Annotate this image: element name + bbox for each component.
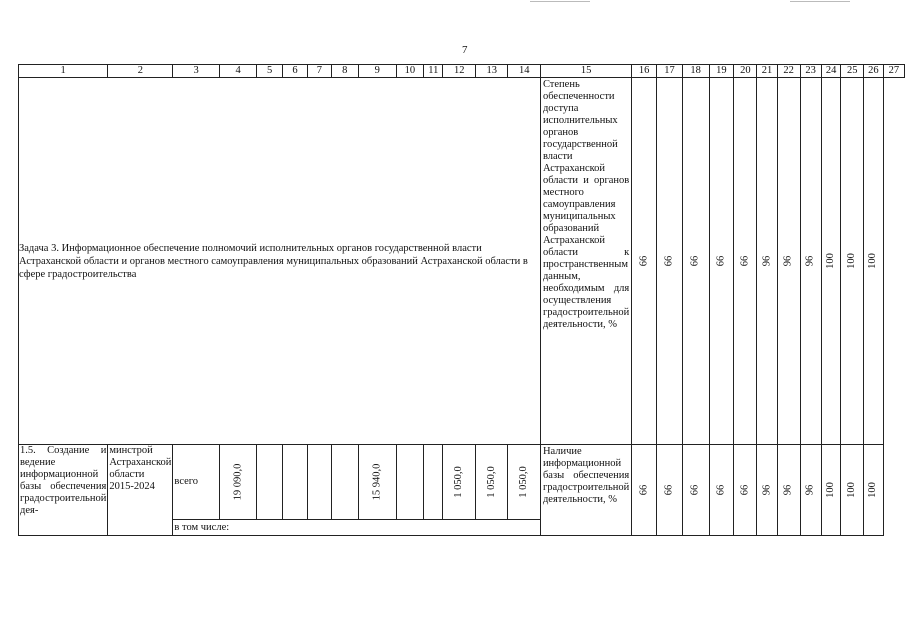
indicator-value-cell: [632, 445, 657, 536]
measure-indicator: Наличие информационной базы обеспечения градостроительной деятельности, %: [540, 445, 631, 536]
indicator-value-cell: [821, 445, 841, 536]
scan-artifact: [790, 1, 850, 2]
finance-cell: [282, 445, 307, 520]
col-header: 3: [173, 65, 219, 78]
col-header: 15: [540, 65, 631, 78]
indicator-value: 66: [663, 255, 675, 267]
col-header: 11: [424, 65, 443, 78]
indicator-value-cell: [821, 78, 841, 445]
indicator-value-cell: [632, 78, 657, 445]
col-header: 17: [657, 65, 683, 78]
indicator-value-cell: [757, 445, 777, 536]
col-header: 1: [19, 65, 108, 78]
finance-cell: [257, 445, 282, 520]
col-header: 25: [841, 65, 864, 78]
col-header: 9: [358, 65, 396, 78]
indicator-value: 96: [804, 484, 816, 496]
indicator-value: 100: [825, 482, 837, 498]
indicator-value-cell: [863, 78, 883, 445]
page-number: 7: [462, 44, 468, 56]
col-header: 12: [443, 65, 476, 78]
indicator-value: 66: [689, 255, 701, 267]
finance-value: 1 050,0: [485, 466, 497, 498]
indicator-value-cell: [841, 78, 864, 445]
finance-cell: [331, 445, 358, 520]
indicator-value-cell: [757, 78, 777, 445]
col-header: 23: [800, 65, 821, 78]
indicator-value-cell: [734, 445, 757, 536]
finance-cell: [358, 445, 396, 520]
scan-artifact: [530, 1, 590, 2]
indicator-value: 96: [782, 484, 794, 496]
indicator-value: 66: [715, 484, 727, 496]
indicator-value: 96: [760, 255, 772, 267]
finance-cell: [308, 445, 332, 520]
indicator-value: 66: [739, 255, 751, 267]
col-header: 8: [331, 65, 358, 78]
col-header: 10: [396, 65, 424, 78]
task-row: [19, 78, 905, 445]
indicator-value: 100: [846, 482, 858, 498]
finance-cell: [424, 445, 443, 520]
indicator-value-cell: [682, 78, 709, 445]
fund-source: всего: [173, 445, 219, 520]
finance-cell: [475, 445, 508, 520]
measure-executor: минстрой Астраханской области 2015-2024: [108, 445, 173, 536]
measure-row: [19, 445, 905, 520]
indicator-value-cell: [657, 445, 683, 536]
task-indicator: Степень обеспеченности доступа исполнительных органов государственной власти Астраханской области и органов местного самоуправления муниципальных образований Астраханской области к пространственным данным, необходимым для осуществления градостроительной деятельности, %: [540, 78, 631, 445]
finance-cell: [219, 445, 257, 520]
col-header: 20: [734, 65, 757, 78]
indicator-value: 100: [825, 253, 837, 269]
indicator-value: 66: [638, 484, 650, 496]
col-header: 18: [682, 65, 709, 78]
col-header: 5: [257, 65, 282, 78]
indicator-value: 66: [663, 484, 675, 496]
col-header: 26: [863, 65, 883, 78]
col-header: 19: [709, 65, 734, 78]
col-header: 16: [632, 65, 657, 78]
indicator-value-cell: [734, 78, 757, 445]
col-header: 7: [308, 65, 332, 78]
including-label: в том числе:: [173, 520, 541, 536]
indicator-value: 66: [739, 484, 751, 496]
finance-total: 19 090,0: [232, 463, 244, 501]
indicator-value-cell: [709, 78, 734, 445]
col-header: 22: [777, 65, 800, 78]
indicator-value: 96: [804, 255, 816, 267]
indicator-value: 100: [867, 253, 879, 269]
finance-value: 1 050,0: [518, 466, 530, 498]
col-header: 14: [508, 65, 541, 78]
indicator-value-cell: [777, 445, 800, 536]
indicator-value: 100: [867, 482, 879, 498]
indicator-value-cell: [657, 78, 683, 445]
col-header: 2: [108, 65, 173, 78]
indicator-value: 96: [760, 484, 772, 496]
finance-cell: [508, 445, 541, 520]
finance-cell: [443, 445, 476, 520]
indicator-value: 100: [846, 253, 858, 269]
indicator-value: 66: [689, 484, 701, 496]
col-header: 4: [219, 65, 257, 78]
indicator-value-cell: [841, 445, 864, 536]
indicator-value-cell: [800, 78, 821, 445]
indicator-value: 66: [638, 255, 650, 267]
col-header: 21: [757, 65, 777, 78]
indicator-value-cell: [682, 445, 709, 536]
finance-value: 1 050,0: [453, 466, 465, 498]
indicator-value: 66: [715, 255, 727, 267]
indicator-value-cell: [709, 445, 734, 536]
indicator-value: 96: [782, 255, 794, 267]
program-table: [18, 64, 905, 536]
col-header: 27: [883, 65, 904, 78]
finance-value: 15 940,0: [371, 463, 383, 501]
header-row: [19, 65, 905, 78]
col-header: 6: [282, 65, 307, 78]
indicator-value-cell: [777, 78, 800, 445]
col-header: 24: [821, 65, 841, 78]
measure-name: 1.5. Создание и ведение информационной базы обеспечения градостроительной дея-: [19, 445, 108, 536]
indicator-value-cell: [863, 445, 883, 536]
task-description: Задача 3. Информационное обеспечение полномочий исполнительных органов государственной власти Астраханской области и органов местного самоуправления муниципальных образований Астраханской области в сфере градостроительства: [19, 78, 541, 445]
indicator-value-cell: [800, 445, 821, 536]
finance-cell: [396, 445, 424, 520]
col-header: 13: [475, 65, 508, 78]
